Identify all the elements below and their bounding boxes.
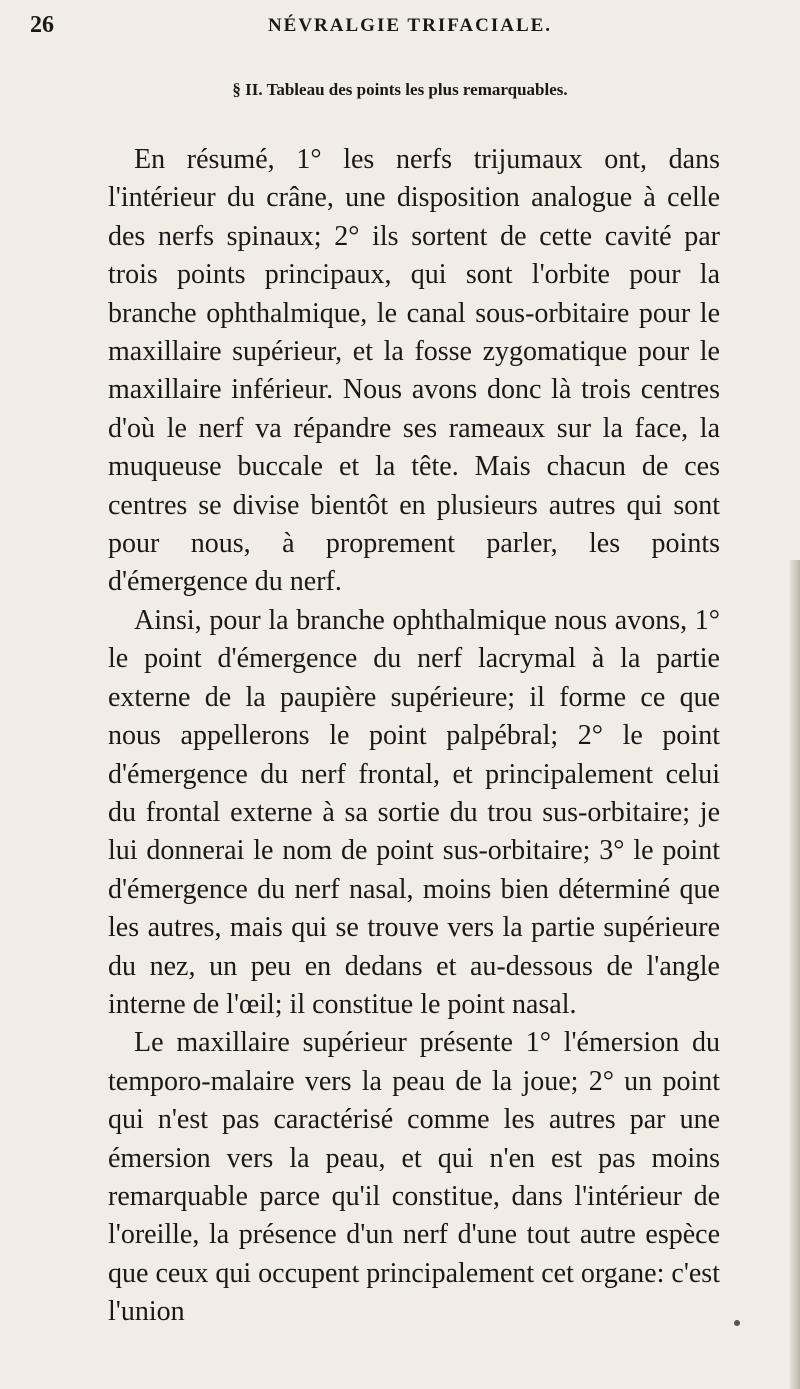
paragraph-3: Le maxillaire supérieur présente 1° l'émersion du temporo-malaire vers la peau de la joue; 2° un point qui n'est pas caractérisé comme les autres par une émersion vers la peau, et qui n'en est pas moins remarquable parce qu'il constitue, dans l'intérieur de l'oreille, la présence d'un nerf d'une tout autre espèce que ceux qui occupent principalement cet organe: c'est l'union: [108, 1027, 720, 1328]
section-heading: § II. Tableau des points les plus remarquables.: [232, 80, 568, 99]
page-header: [30, 0, 770, 40]
body-text: [108, 141, 720, 1332]
ink-mark: [734, 1320, 740, 1326]
paragraph-1: En résumé, 1° les nerfs trijumaux ont, dans l'intérieur du crâne, une disposition analogue à celle des nerfs spinaux; 2° ils sortent de cette cavité par trois points principaux, qui sont l'orbite pour la branche ophthalmique, le canal sous-orbitaire pour le maxillaire supérieur, et la fosse zygomatique pour le maxillaire inférieur. Nous avons donc là trois centres d'où le nerf va répandre ses rameaux sur la face, la muqueuse buccale et la tête. Mais chacun de ces centres se divise bientôt en plusieurs autres qui sont pour nous, à proprement parler, les points d'émergence du nerf.: [108, 144, 720, 598]
page-edge-shadow: [790, 560, 800, 1389]
paragraph-2: Ainsi, pour la branche ophthalmique nous avons, 1° le point d'émergence du nerf lacrymal à la partie externe de la paupière supérieure; il forme ce que nous appellerons le point palpébral; 2° le point d'émergence du nerf frontal, et principalement celui du frontal externe à sa sortie du trou sus-orbitaire; je lui donnerai le nom de point sus-orbitaire; 3° le point d'émergence du nerf nasal, moins bien déterminé que les autres, mais qui se trouve vers la partie supérieure du nez, un peu en dedans et au-dessous de l'angle interne de l'œil; il constitue le point nasal.: [108, 604, 720, 1020]
running-title: NÉVRALGIE TRIFACIALE.: [267, 15, 553, 36]
page-number: 26: [30, 12, 54, 38]
